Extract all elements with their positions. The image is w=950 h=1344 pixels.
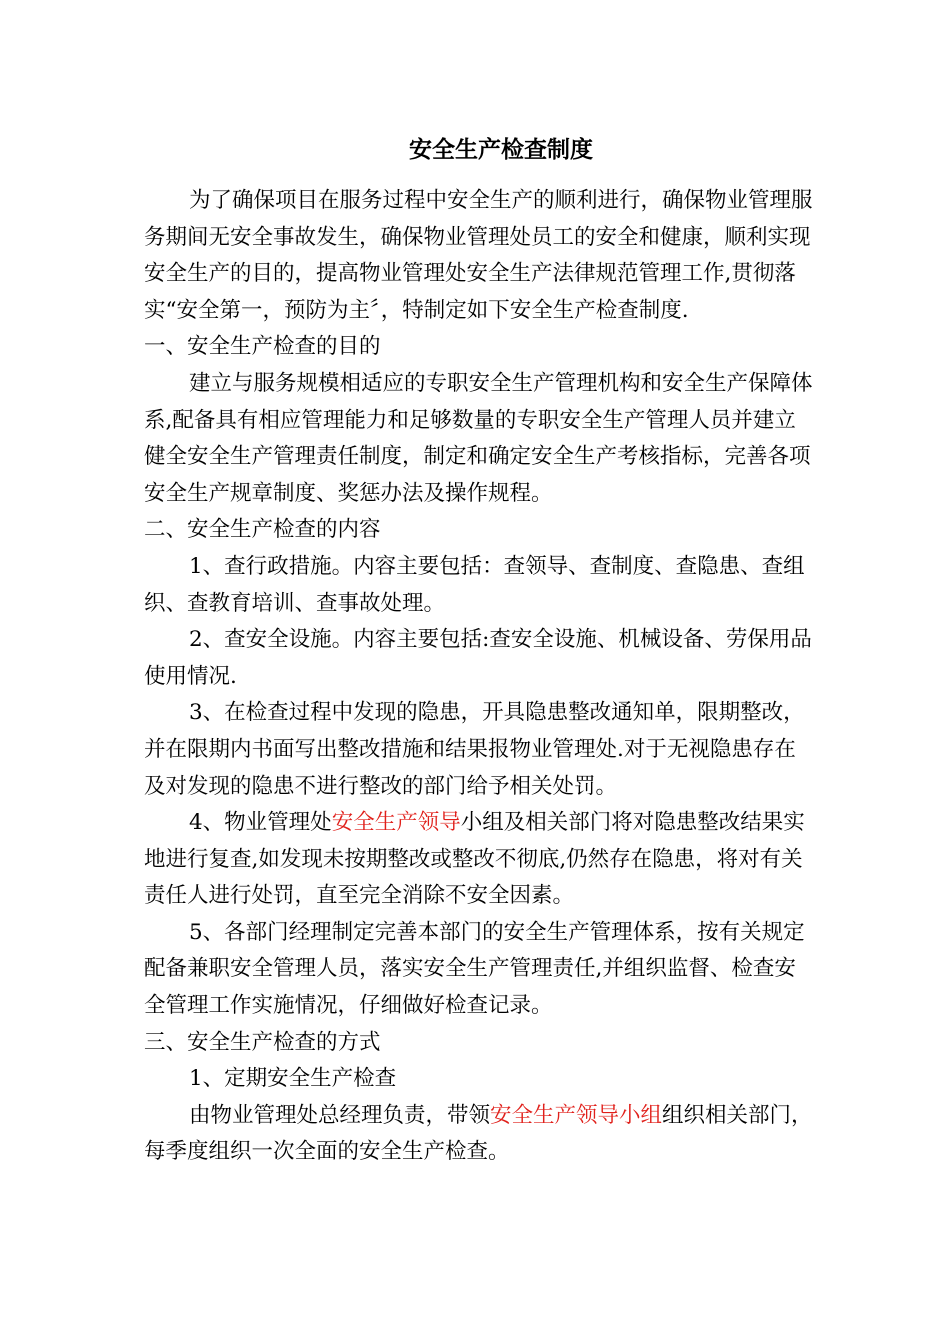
section-3-item-1-body — [144, 1098, 816, 1171]
section-3-item-1-lead: 由物业管理处总经理负责，带领 — [189, 1102, 491, 1128]
section-3-heading: 三、安全生产检查的方式 — [144, 1029, 381, 1055]
document-body — [144, 183, 816, 1171]
section-3-item-1: 1、定期安全生产检查 — [189, 1066, 397, 1092]
section-2-heading: 二、安全生产检查的内容 — [144, 517, 381, 543]
section-1-paragraph: 建立与服务规模相适应的专职安全生产管理机构和安全生产保障体系,配备具有相应管理能力和足够数量的专职安全生产管理人员并建立健全安全生产管理责任制度，制定和确定安全生产考核指标，完善各项安全生产规章制度、奖惩办法及操作规程。 — [144, 370, 813, 506]
section-2-item-1: 1、查行政措施。内容主要包括：查领导、查制度、查隐患、查组织、查教育培训、查事故处理。 — [144, 553, 805, 616]
intro-paragraph: 为了确保项目在服务过程中安全生产的顺利进行，确保物业管理服务期间无安全事故发生，确保物业管理处员工的安全和健康，顺利实现安全生产的目的，提高物业管理处安全生产法律规范管理工作,贯彻落实“安全第一，预防为主〞，特制定如下安全生产检查制度. — [144, 188, 813, 323]
highlight-leadership-text: 安全生产领导 — [331, 810, 461, 836]
section-3-item-1-rest: 组织相关部门，每季度组织一次全面的安全生产检查。 — [144, 1102, 813, 1165]
highlight-leadership-group-text: 安全生产领导小组 — [490, 1102, 663, 1128]
section-2-item-5: 5、各部门经理制定完善本部门的安全生产管理体系，按有关规定配备兼职安全管理人员，落实安全生产管理责任,并组织监督、检查安全管理工作实施情况，仔细做好检查记录。 — [144, 919, 805, 1019]
section-2-item-4 — [144, 805, 816, 915]
section-2-item-4-lead: 4、物业管理处 — [189, 810, 332, 836]
section-2-item-2: 2、查安全设施。内容主要包括:查安全设施、机械设备、劳保用品使用情况. — [144, 627, 812, 689]
section-1-heading: 一、安全生产检查的目的 — [144, 334, 381, 360]
section-2-item-4-rest: 小组及相关部门将对隐患整改结果实地进行复查,如发现未按期整改或整改不彻底,仍然存在隐患，将对有关责任人进行处罚，直至完全消除不安全因素。 — [144, 810, 805, 909]
section-2-item-3: 3、在检查过程中发现的隐患，开具隐患整改通知单，限期整改，并在限期内书面写出整改措施和结果报物业管理处.对于无视隐患存在及对发现的隐患不进行整改的部门给予相关处罚。 — [144, 700, 805, 799]
document-title: 安全生产检查制度 — [409, 137, 593, 163]
